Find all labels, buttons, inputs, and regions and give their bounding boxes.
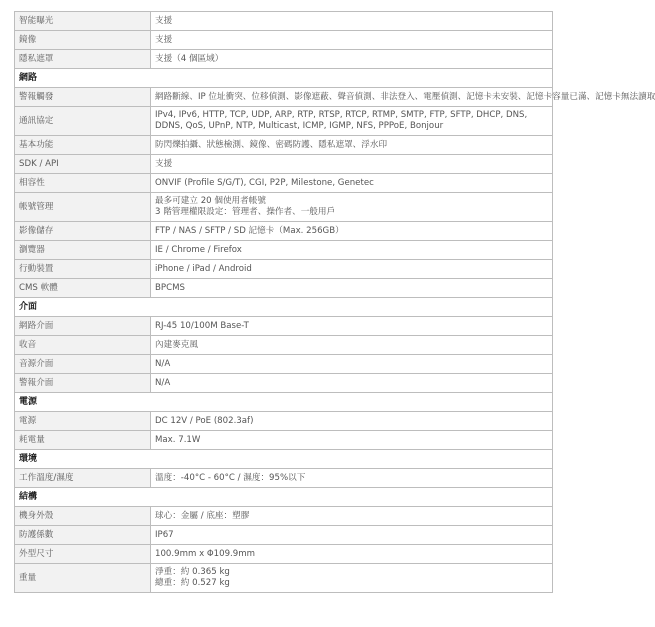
spec-value-line: IP67 — [155, 529, 174, 540]
spec-row — [15, 155, 553, 174]
section-header-row — [15, 69, 553, 88]
spec-label: 機身外殼 — [15, 507, 151, 526]
spec-row — [15, 107, 553, 136]
spec-value — [151, 355, 553, 374]
spec-row — [15, 564, 553, 593]
spec-value — [151, 469, 553, 488]
spec-value — [151, 564, 553, 593]
spec-value — [151, 317, 553, 336]
spec-label: 帳號管理 — [15, 193, 151, 222]
spec-table — [14, 11, 655, 593]
section-title: 網路 — [15, 69, 553, 88]
spec-row — [15, 336, 553, 355]
spec-value — [151, 136, 553, 155]
spec-value-line: 100.9mm x Φ109.9mm — [155, 548, 256, 559]
spec-row — [15, 412, 553, 431]
spec-label: 行動裝置 — [15, 260, 151, 279]
spec-value — [151, 526, 553, 545]
spec-value — [151, 12, 553, 31]
spec-value-line: Max. 7.1W — [155, 434, 201, 445]
spec-label: 耗電量 — [15, 431, 151, 450]
spec-label: 防護係數 — [15, 526, 151, 545]
spec-label: 電源 — [15, 412, 151, 431]
spec-value — [151, 155, 553, 174]
section-header-row — [15, 450, 553, 469]
spec-value — [151, 260, 553, 279]
spec-value — [151, 507, 553, 526]
spec-row — [15, 507, 553, 526]
spec-value — [151, 545, 553, 564]
spec-row — [15, 136, 553, 155]
spec-value-line: 淨重：約 0.365 kg — [155, 567, 230, 577]
spec-row — [15, 469, 553, 488]
spec-value — [151, 88, 655, 107]
spec-row — [15, 50, 553, 69]
spec-value — [151, 50, 553, 69]
spec-label: SDK / API — [15, 155, 151, 174]
spec-row — [15, 317, 553, 336]
spec-value-line: N/A — [155, 358, 171, 369]
spec-row — [15, 374, 553, 393]
spec-value-line: 支援 — [155, 34, 173, 45]
spec-value-line: 3 階管理權限設定：管理者、操作者、一般用戶 — [155, 207, 336, 217]
spec-value — [151, 222, 553, 241]
spec-label: 音源介面 — [15, 355, 151, 374]
spec-value-line: 支援 — [155, 15, 173, 26]
spec-value-line: iPhone / iPad / Android — [155, 263, 252, 274]
spec-value — [151, 336, 553, 355]
spec-row — [15, 88, 553, 107]
spec-value-line: 支援（4 個區域） — [155, 53, 224, 64]
spec-row — [15, 193, 553, 222]
spec-label: 影像儲存 — [15, 222, 151, 241]
spec-value-line: BPCMS — [155, 282, 185, 293]
spec-value — [151, 279, 553, 298]
spec-row — [15, 174, 553, 193]
spec-value — [151, 431, 553, 450]
spec-value-line: N/A — [155, 377, 171, 388]
spec-value-line: 總重：約 0.527 kg — [155, 578, 230, 588]
spec-row — [15, 260, 553, 279]
spec-row — [15, 545, 553, 564]
spec-value — [151, 193, 553, 222]
spec-value — [151, 174, 553, 193]
spec-row — [15, 222, 553, 241]
spec-value-line: 球心：金屬 / 底座：塑膠 — [155, 510, 250, 521]
spec-value-line: FTP / NAS / SFTP / SD 記憶卡（Max. 256GB） — [155, 225, 344, 236]
spec-value-line: 溫度：-40°C - 60°C / 濕度：95%以下 — [155, 472, 306, 483]
spec-value-line: 網路斷線、IP 位址衝突、位移偵測、影像遮蔽、聲音偵測、非法登入、電壓偵測、記憶卡未安裝、記憶卡容量已滿、記憶卡無法讀取 — [155, 91, 655, 102]
spec-value-line: DC 12V / PoE (802.3af) — [155, 415, 254, 426]
spec-label: 網路介面 — [15, 317, 151, 336]
spec-label: CMS 軟體 — [15, 279, 151, 298]
section-title: 環境 — [15, 450, 553, 469]
spec-value-line: IE / Chrome / Firefox — [155, 244, 242, 255]
spec-value-line: RJ-45 10/100M Base-T — [155, 320, 249, 331]
spec-value-line: 內建麥克風 — [155, 339, 198, 350]
spec-value — [151, 412, 553, 431]
spec-row — [15, 355, 553, 374]
section-title: 介面 — [15, 298, 553, 317]
section-title: 電源 — [15, 393, 553, 412]
spec-value-line: ONVIF (Profile S/G/T), CGI, P2P, Milestone, Genetec — [155, 177, 374, 188]
spec-row — [15, 31, 553, 50]
spec-label: 工作溫度/濕度 — [15, 469, 151, 488]
spec-label: 相容性 — [15, 174, 151, 193]
section-header-row — [15, 393, 553, 412]
spec-value-line: IPv4, IPv6, HTTP, TCP, UDP, ARP, RTP, RTSP, RTCP, RTMP, SMTP, FTP, SFTP, DHCP, DNS, DDNS, QoS, UPnP, NTP, Multicast, ICMP, IGMP, NFS, PPPoE, Bonjour — [155, 110, 528, 131]
spec-label: 重量 — [15, 564, 151, 593]
spec-label: 智能曝光 — [15, 12, 151, 31]
spec-value — [151, 374, 553, 393]
spec-row — [15, 12, 553, 31]
spec-label: 警報觸發 — [15, 88, 151, 107]
spec-row — [15, 279, 553, 298]
spec-label: 外型尺寸 — [15, 545, 151, 564]
spec-label: 瀏覽器 — [15, 241, 151, 260]
spec-value-line: 支援 — [155, 158, 173, 169]
spec-label: 收音 — [15, 336, 151, 355]
spec-value-line: 防閃爍拍攝、狀態檢測、鏡像、密碼防護、隱私遮罩、浮水印 — [155, 139, 388, 150]
spec-row — [15, 431, 553, 450]
spec-label: 通訊協定 — [15, 107, 151, 136]
spec-value — [151, 31, 553, 50]
spec-label: 鏡像 — [15, 31, 151, 50]
spec-table-body — [15, 12, 655, 593]
spec-value — [151, 241, 553, 260]
spec-label: 隱私遮罩 — [15, 50, 151, 69]
spec-value-line: 最多可建立 20 個使用者帳號 — [155, 196, 266, 206]
spec-row — [15, 526, 553, 545]
section-header-row — [15, 488, 553, 507]
section-header-row — [15, 298, 553, 317]
spec-row — [15, 241, 553, 260]
spec-label: 基本功能 — [15, 136, 151, 155]
spec-label: 警報介面 — [15, 374, 151, 393]
section-title: 結構 — [15, 488, 553, 507]
spec-value — [151, 107, 553, 136]
